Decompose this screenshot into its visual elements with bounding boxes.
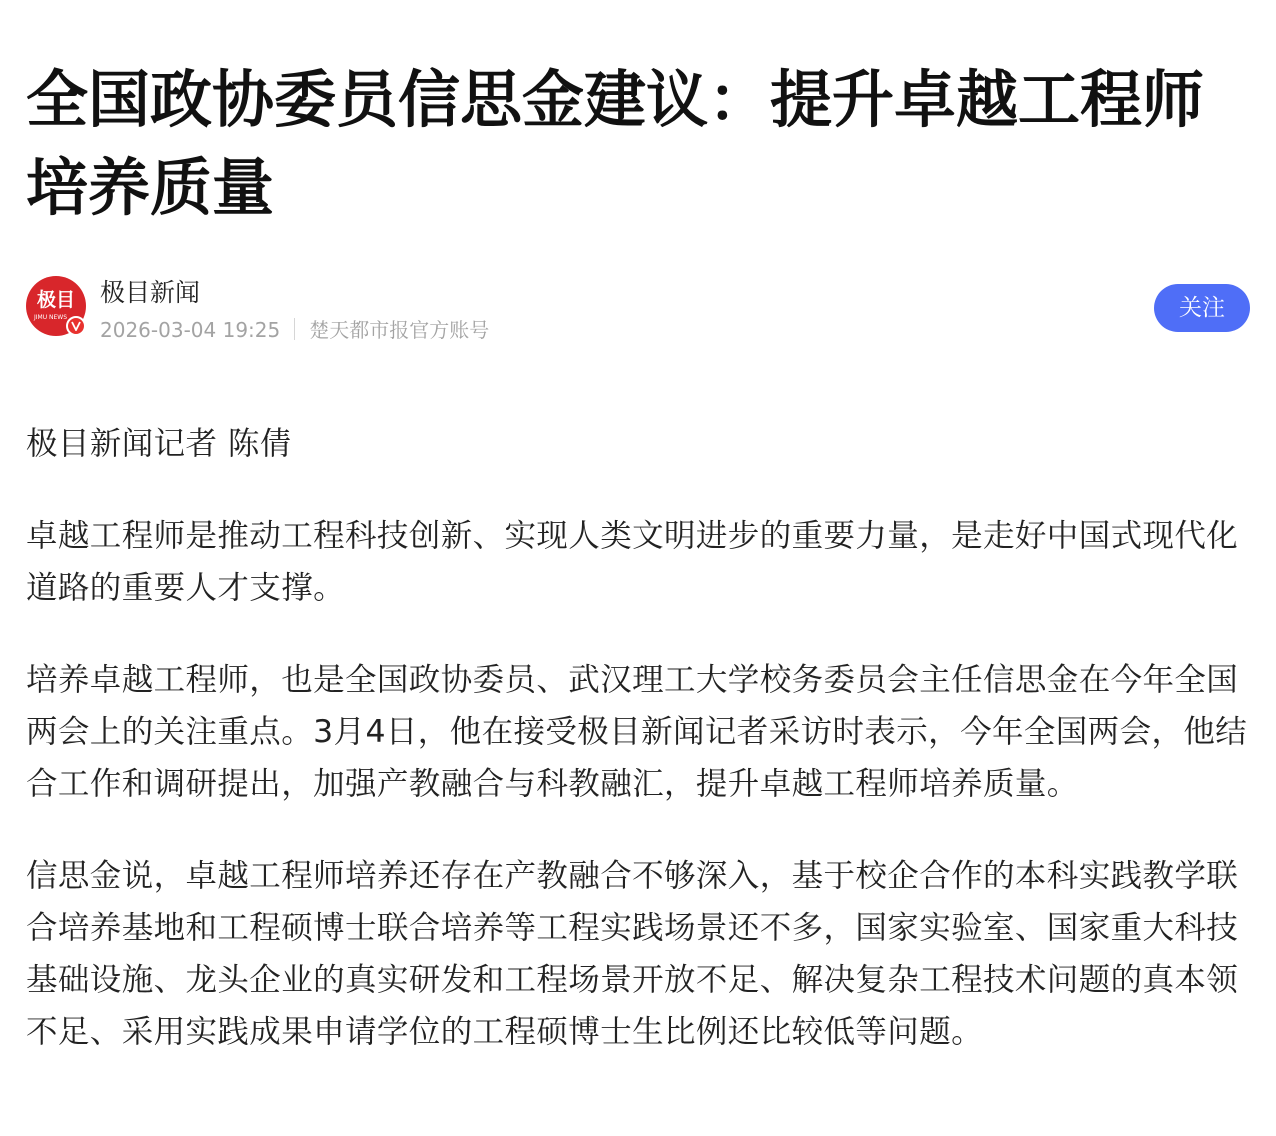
article-body [26, 418, 1250, 1098]
author-row [26, 276, 1250, 340]
article-meta [100, 316, 489, 344]
account-description: 楚天都市报官方账号 [309, 318, 490, 342]
paragraph: 培养卓越工程师，也是全国政协委员、武汉理工大学校务委员会主任信思金在今年全国两会上的关注重点。3月4日，他在接受极目新闻记者采访时表示，今年全国两会，他结合工作和调研提出，加强产教融合与科教融汇，提升卓越工程师培养质量。 [26, 662, 1248, 802]
author-name[interactable]: 极目新闻 [100, 278, 201, 307]
follow-button[interactable]: 关注 [1154, 284, 1250, 332]
paragraph: 卓越工程师是推动工程科技创新、实现人类文明进步的重要力量，是走好中国式现代化道路的重要人才支撑。 [26, 518, 1239, 606]
verified-icon [66, 316, 86, 336]
article-title: 全国政协委员信思金建议：提升卓越工程师培养质量 [26, 63, 1205, 224]
publish-date: 2026-03-04 19:25 [100, 318, 281, 342]
paragraph: 信思金说，卓越工程师培养还存在产教融合不够深入，基于校企合作的本科实践教学联合培养基地和工程硕博士联合培养等工程实践场景还不多，国家实验室、国家重大科技基础设施、龙头企业的真实研发和工程场景开放不足、解决复杂工程技术问题的真本领不足、采用实践成果申请学位的工程硕博士生比例还比较低等问题。 [26, 858, 1239, 1050]
meta-divider [294, 318, 295, 340]
reporter-byline: 极目新闻记者 陈倩 [26, 426, 292, 462]
avatar[interactable] [26, 276, 86, 336]
avatar-logo-text: 极目 [36, 289, 75, 311]
avatar-logo-subtext: JIMU NEWS [34, 314, 68, 321]
